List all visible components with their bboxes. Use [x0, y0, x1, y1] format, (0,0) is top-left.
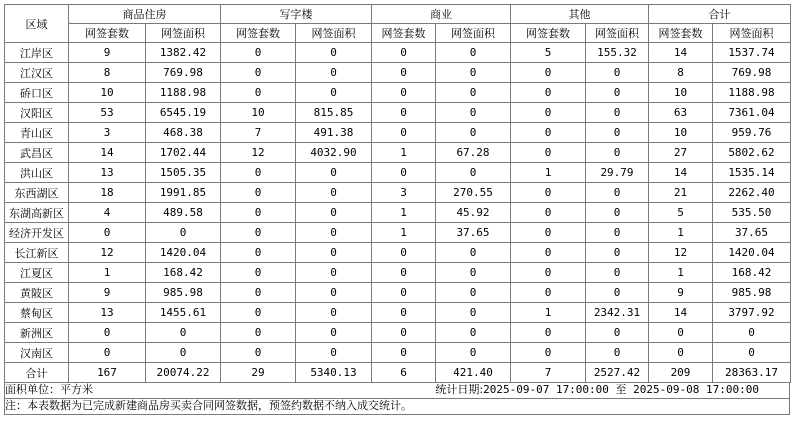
- count-cell: 1: [511, 163, 586, 183]
- area-cell: 0: [586, 183, 649, 203]
- area-cell: 491.38: [296, 123, 372, 143]
- count-cell: 0: [511, 243, 586, 263]
- area-cell: 769.98: [146, 63, 221, 83]
- area-cell: 0: [296, 43, 372, 63]
- area-cell: 155.32: [586, 43, 649, 63]
- count-cell: 29: [221, 363, 296, 383]
- region-cell: 长江新区: [5, 243, 69, 263]
- area-cell: 0: [586, 263, 649, 283]
- table-row: [5, 123, 791, 143]
- area-cell: 7361.04: [713, 103, 791, 123]
- count-cell: 8: [69, 63, 146, 83]
- area-cell: 0: [146, 343, 221, 363]
- area-cell: 1188.98: [146, 83, 221, 103]
- region-cell: 黄陂区: [5, 283, 69, 303]
- area-cell: 1420.04: [146, 243, 221, 263]
- count-cell: 0: [221, 283, 296, 303]
- count-cell: 0: [511, 343, 586, 363]
- count-cell: 1: [372, 203, 436, 223]
- subheader-count: 网签套数: [69, 24, 146, 43]
- table-row: [5, 103, 791, 123]
- count-cell: 0: [372, 303, 436, 323]
- count-cell: 1: [511, 303, 586, 323]
- area-cell: 815.85: [296, 103, 372, 123]
- count-cell: 0: [221, 43, 296, 63]
- count-cell: 14: [649, 43, 713, 63]
- area-cell: 0: [436, 163, 511, 183]
- count-cell: 0: [221, 63, 296, 83]
- group-header-residential: 商品住房: [69, 5, 221, 24]
- area-cell: 168.42: [713, 263, 791, 283]
- area-cell: 0: [586, 63, 649, 83]
- count-cell: 0: [649, 323, 713, 343]
- count-cell: 13: [69, 303, 146, 323]
- count-cell: 0: [511, 323, 586, 343]
- count-cell: 0: [511, 263, 586, 283]
- footer-note-row: [4, 399, 790, 415]
- table-row: [5, 63, 791, 83]
- count-cell: 12: [221, 143, 296, 163]
- area-cell: 959.76: [713, 123, 791, 143]
- count-cell: 0: [221, 323, 296, 343]
- area-cell: 0: [296, 203, 372, 223]
- area-cell: 468.38: [146, 123, 221, 143]
- region-cell: 江岸区: [5, 43, 69, 63]
- area-cell: 1505.35: [146, 163, 221, 183]
- group-header-total: 合计: [649, 5, 791, 24]
- stats-date: [435, 383, 789, 398]
- count-cell: 1: [649, 263, 713, 283]
- count-cell: 3: [372, 183, 436, 203]
- count-cell: 27: [649, 143, 713, 163]
- area-cell: 20074.22: [146, 363, 221, 383]
- subheader-count: 网签套数: [221, 24, 296, 43]
- area-cell: 0: [146, 323, 221, 343]
- area-cell: 1455.61: [146, 303, 221, 323]
- region-cell: 江夏区: [5, 263, 69, 283]
- count-cell: 0: [511, 123, 586, 143]
- report-container: [4, 4, 790, 415]
- table-row: [5, 323, 791, 343]
- count-cell: 1: [649, 223, 713, 243]
- subheader-area: 网签面积: [586, 24, 649, 43]
- area-cell: 0: [586, 103, 649, 123]
- table-row: [5, 143, 791, 163]
- count-cell: 10: [221, 103, 296, 123]
- area-cell: 0: [436, 123, 511, 143]
- region-cell: 蔡甸区: [5, 303, 69, 323]
- subheader-area: 网签面积: [146, 24, 221, 43]
- area-unit-label: 面积单位：平方米: [5, 383, 93, 396]
- count-cell: 10: [649, 123, 713, 143]
- area-cell: 5340.13: [296, 363, 372, 383]
- area-cell: 1535.14: [713, 163, 791, 183]
- area-cell: 4032.90: [296, 143, 372, 163]
- area-cell: 1702.44: [146, 143, 221, 163]
- area-cell: 2342.31: [586, 303, 649, 323]
- count-cell: 0: [69, 323, 146, 343]
- area-cell: 0: [296, 183, 372, 203]
- area-cell: 985.98: [713, 283, 791, 303]
- table-footer: [4, 383, 790, 415]
- area-cell: 0: [436, 243, 511, 263]
- area-cell: 2527.42: [586, 363, 649, 383]
- count-cell: 0: [511, 203, 586, 223]
- sales-table: [4, 4, 791, 383]
- area-cell: 0: [296, 323, 372, 343]
- count-cell: 0: [372, 243, 436, 263]
- group-header-office: 写字楼: [221, 5, 372, 24]
- region-cell: 合计: [5, 363, 69, 383]
- table-row: [5, 263, 791, 283]
- area-cell: 0: [296, 303, 372, 323]
- region-cell: 经济开发区: [5, 223, 69, 243]
- count-cell: 6: [372, 363, 436, 383]
- area-cell: 2262.40: [713, 183, 791, 203]
- area-cell: 3797.92: [713, 303, 791, 323]
- footer-unit-row: [4, 383, 790, 399]
- area-cell: 0: [436, 323, 511, 343]
- count-cell: 0: [372, 63, 436, 83]
- table-body: [5, 43, 791, 383]
- area-cell: 421.40: [436, 363, 511, 383]
- count-cell: 0: [372, 103, 436, 123]
- area-cell: 0: [586, 323, 649, 343]
- count-cell: 8: [649, 63, 713, 83]
- count-cell: 4: [69, 203, 146, 223]
- count-cell: 0: [221, 263, 296, 283]
- area-cell: 0: [586, 223, 649, 243]
- area-cell: 0: [586, 203, 649, 223]
- subheader-count: 网签套数: [372, 24, 436, 43]
- count-cell: 12: [69, 243, 146, 263]
- area-cell: 1537.74: [713, 43, 791, 63]
- area-cell: 0: [436, 43, 511, 63]
- area-cell: 5802.62: [713, 143, 791, 163]
- count-cell: 0: [69, 223, 146, 243]
- area-cell: 0: [586, 83, 649, 103]
- count-cell: 0: [511, 143, 586, 163]
- area-cell: 0: [436, 83, 511, 103]
- subheader-area: 网签面积: [436, 24, 511, 43]
- table-header: [5, 5, 791, 43]
- area-cell: 0: [296, 343, 372, 363]
- count-cell: 0: [221, 303, 296, 323]
- count-cell: 3: [69, 123, 146, 143]
- count-cell: 18: [69, 183, 146, 203]
- count-cell: 0: [649, 343, 713, 363]
- count-cell: 13: [69, 163, 146, 183]
- region-cell: 青山区: [5, 123, 69, 143]
- count-cell: 14: [649, 303, 713, 323]
- area-cell: 0: [296, 223, 372, 243]
- region-cell: 江汉区: [5, 63, 69, 83]
- count-cell: 14: [69, 143, 146, 163]
- region-cell: 东西湖区: [5, 183, 69, 203]
- subheader-count: 网签套数: [511, 24, 586, 43]
- area-cell: 28363.17: [713, 363, 791, 383]
- count-cell: 0: [221, 83, 296, 103]
- count-cell: 0: [372, 323, 436, 343]
- count-cell: 1: [372, 143, 436, 163]
- count-cell: 21: [649, 183, 713, 203]
- region-cell: 硚口区: [5, 83, 69, 103]
- stats-date-label: 统计日期:: [435, 383, 484, 396]
- area-cell: 0: [436, 263, 511, 283]
- count-cell: 7: [221, 123, 296, 143]
- count-cell: 0: [69, 343, 146, 363]
- area-cell: 0: [296, 163, 372, 183]
- count-cell: 10: [649, 83, 713, 103]
- count-cell: 0: [511, 83, 586, 103]
- count-cell: 9: [69, 43, 146, 63]
- table-row: [5, 343, 791, 363]
- region-cell: 东湖高新区: [5, 203, 69, 223]
- area-cell: 0: [436, 103, 511, 123]
- area-cell: 0: [586, 283, 649, 303]
- count-cell: 0: [372, 263, 436, 283]
- count-cell: 9: [69, 283, 146, 303]
- area-cell: 0: [296, 243, 372, 263]
- count-cell: 1: [69, 263, 146, 283]
- area-cell: 769.98: [713, 63, 791, 83]
- area-cell: 0: [713, 323, 791, 343]
- table-row: [5, 83, 791, 103]
- count-cell: 14: [649, 163, 713, 183]
- table-row: [5, 163, 791, 183]
- table-row: [5, 43, 791, 63]
- count-cell: 0: [372, 343, 436, 363]
- area-cell: 0: [296, 83, 372, 103]
- area-cell: 1420.04: [713, 243, 791, 263]
- count-cell: 0: [511, 63, 586, 83]
- count-cell: 0: [511, 183, 586, 203]
- area-cell: 1382.42: [146, 43, 221, 63]
- area-cell: 0: [713, 343, 791, 363]
- region-cell: 武昌区: [5, 143, 69, 163]
- count-cell: 1: [372, 223, 436, 243]
- area-cell: 0: [436, 283, 511, 303]
- area-cell: 6545.19: [146, 103, 221, 123]
- area-cell: 489.58: [146, 203, 221, 223]
- count-cell: 0: [372, 83, 436, 103]
- area-cell: 0: [436, 303, 511, 323]
- count-cell: 0: [372, 283, 436, 303]
- table-row: [5, 243, 791, 263]
- area-cell: 0: [586, 343, 649, 363]
- area-cell: 0: [296, 283, 372, 303]
- group-header-other: 其他: [511, 5, 649, 24]
- area-cell: 29.79: [586, 163, 649, 183]
- count-cell: 5: [511, 43, 586, 63]
- count-cell: 0: [221, 183, 296, 203]
- region-cell: 汉南区: [5, 343, 69, 363]
- count-cell: 0: [221, 343, 296, 363]
- region-cell: 汉阳区: [5, 103, 69, 123]
- area-cell: 0: [586, 243, 649, 263]
- count-cell: 167: [69, 363, 146, 383]
- area-cell: 37.65: [713, 223, 791, 243]
- footnote: 注：本表数据为已完成新建商品房买卖合同网签数据，预签约数据不纳入成交统计。: [5, 399, 412, 412]
- area-cell: 45.92: [436, 203, 511, 223]
- count-cell: 63: [649, 103, 713, 123]
- count-cell: 209: [649, 363, 713, 383]
- count-cell: 5: [649, 203, 713, 223]
- count-cell: 0: [511, 103, 586, 123]
- region-header: 区域: [5, 5, 69, 43]
- area-cell: 0: [586, 123, 649, 143]
- table-row: [5, 303, 791, 323]
- area-cell: 0: [296, 263, 372, 283]
- count-cell: 0: [221, 163, 296, 183]
- count-cell: 53: [69, 103, 146, 123]
- area-cell: 0: [436, 63, 511, 83]
- area-cell: 0: [146, 223, 221, 243]
- area-cell: 1188.98: [713, 83, 791, 103]
- subheader-count: 网签套数: [649, 24, 713, 43]
- area-cell: 168.42: [146, 263, 221, 283]
- subheader-area: 网签面积: [713, 24, 791, 43]
- group-header-commercial: 商业: [372, 5, 511, 24]
- count-cell: 12: [649, 243, 713, 263]
- table-row: [5, 363, 791, 383]
- count-cell: 9: [649, 283, 713, 303]
- count-cell: 0: [221, 223, 296, 243]
- subheader-area: 网签面积: [296, 24, 372, 43]
- count-cell: 7: [511, 363, 586, 383]
- count-cell: 0: [221, 243, 296, 263]
- count-cell: 0: [372, 43, 436, 63]
- count-cell: 0: [511, 223, 586, 243]
- table-row: [5, 223, 791, 243]
- count-cell: 0: [221, 203, 296, 223]
- area-cell: 37.65: [436, 223, 511, 243]
- count-cell: 10: [69, 83, 146, 103]
- area-cell: 67.28: [436, 143, 511, 163]
- table-row: [5, 183, 791, 203]
- area-cell: 0: [436, 343, 511, 363]
- stats-date-range: 2025-09-07 17:00:00 至 2025-09-08 17:00:00: [483, 383, 759, 396]
- region-cell: 洪山区: [5, 163, 69, 183]
- area-cell: 985.98: [146, 283, 221, 303]
- table-row: [5, 283, 791, 303]
- count-cell: 0: [372, 163, 436, 183]
- area-cell: 1991.85: [146, 183, 221, 203]
- table-row: [5, 203, 791, 223]
- region-cell: 新洲区: [5, 323, 69, 343]
- area-cell: 0: [296, 63, 372, 83]
- count-cell: 0: [372, 123, 436, 143]
- area-cell: 270.55: [436, 183, 511, 203]
- area-cell: 535.50: [713, 203, 791, 223]
- area-cell: 0: [586, 143, 649, 163]
- count-cell: 0: [511, 283, 586, 303]
